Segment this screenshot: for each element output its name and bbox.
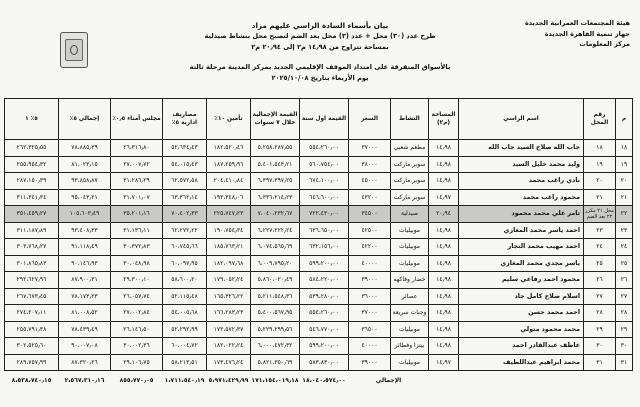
cell-ins: ١٧٣،٤٧٦٫٢٤ bbox=[207, 354, 251, 371]
cell-shop: ٢٨ bbox=[584, 305, 616, 322]
cell-ins: ١٨٥،٧٦٣٫٢١ bbox=[207, 239, 251, 256]
cell-activity: سوبر ماركت bbox=[391, 173, 429, 190]
cell-total: ٦،٠٠٩،٧٩٥٫٢٠ bbox=[251, 255, 300, 272]
cell-name: تامر علي محمد محمود bbox=[459, 206, 584, 223]
cell-name: نادي راغب محمد bbox=[459, 173, 584, 190]
table-row bbox=[5, 156, 633, 173]
cell-total: ٥،٢١١،٥٤٨٫٣٦ bbox=[251, 288, 300, 305]
org-line-2: جهاز تنمية القاهرة الجديدة bbox=[544, 29, 630, 38]
cell-shop: ٢٧ bbox=[584, 288, 616, 305]
cell-name: محمود احمد رفاعي سليم bbox=[459, 272, 584, 289]
totals-seven-years: ١٧١،١٥٤،٠١٩٫١٨ bbox=[251, 376, 299, 384]
cell-name: ياسر مجدي محمد المغازي bbox=[459, 255, 584, 272]
cell-n: ٢٨ bbox=[616, 305, 633, 322]
cell-n: ٢٣ bbox=[616, 222, 633, 239]
cell-name: عاطف عبدالقادر احمد bbox=[459, 338, 584, 355]
cell-first: ٥٤٦،٧٧٠٫٠٠ bbox=[300, 321, 349, 338]
cell-shop: ٢٣ bbox=[584, 222, 616, 239]
cell-pct: ٣٠٢،٥٢٥٫٦٠ bbox=[5, 338, 59, 355]
cell-activity: خضار وفاكهه bbox=[391, 272, 429, 289]
cell-board: ٣٠،٠٤٨٫٩٨ bbox=[111, 255, 163, 272]
cell-first: ٥٩٩،٢٠٠٫٠٠ bbox=[300, 255, 349, 272]
cell-adm: ٧٠،٤٠٢٫٣٣ bbox=[163, 206, 207, 223]
cell-area: ١٤٫٩٨ bbox=[429, 321, 459, 338]
cell-n: ٢٩ bbox=[616, 321, 633, 338]
cell-activity: بيتزا وفطائر bbox=[391, 338, 429, 355]
table-row bbox=[5, 239, 633, 256]
cell-name: جاب الله صلاح السيد جاب الله bbox=[459, 140, 584, 157]
totals-row bbox=[5, 371, 633, 390]
col-header: م bbox=[616, 99, 633, 140]
cell-first: ٥٥٤،٢٦٠٫٠٠ bbox=[300, 305, 349, 322]
cell-activity: موبيليات bbox=[391, 239, 429, 256]
cell-activity: سوبر ماركت bbox=[391, 189, 429, 206]
cell-area: ١٤٫٩٨ bbox=[429, 156, 459, 173]
table-row bbox=[5, 173, 633, 190]
results-table bbox=[4, 98, 633, 389]
cell-board: ٣١،٢٨٦٫٢٩ bbox=[111, 173, 163, 190]
cell-name: وليد محمد خليل السيد bbox=[459, 156, 584, 173]
cell-name: محمود راغب محمد bbox=[459, 189, 584, 206]
cell-tot: ٩١،١١٨٫٤٩ bbox=[59, 239, 111, 256]
cell-n: ٢٦ bbox=[616, 272, 633, 289]
cell-total: ٥،٤٠٠،٥٦٧٫٩٥ bbox=[251, 305, 300, 322]
cell-activity: موبيليات bbox=[391, 321, 429, 338]
cell-adm: ٥٤،٠٠٥٫٦٨ bbox=[163, 305, 207, 322]
table-row bbox=[5, 272, 633, 289]
totals-admin-fees: ١،٧١١،٥٤٠٫١٩ bbox=[164, 376, 205, 384]
cell-total: ٦،٣٣٦،٢١٤٫٢٣ bbox=[251, 189, 300, 206]
cell-pct: ٢٥٥،٧٩١٫٣٨ bbox=[5, 321, 59, 338]
cell-activity: عصائر bbox=[391, 288, 429, 305]
cell-name: اسلام صلاح كامل جاد bbox=[459, 288, 584, 305]
cell-total: ٥،٢٢٩،٢٩٩٫٥٦ bbox=[251, 321, 300, 338]
cell-board: ٢٦،٣١٦٫٨٠ bbox=[111, 140, 163, 157]
cell-tot: ٨٧،٣٢٠٫٢٦ bbox=[59, 354, 111, 371]
cell-board: ٣٠،٣٧٢٫٨٣ bbox=[111, 239, 163, 256]
cell-shop: ٢٠ bbox=[584, 173, 616, 190]
cell-shop: ١٨ bbox=[584, 140, 616, 157]
cell-ins: ١٧٩،٠٥٢٫٢٤ bbox=[207, 272, 251, 289]
cell-total: ٦،٣٩٧،٣٩٧٫٢٥ bbox=[251, 173, 300, 190]
seal-icon bbox=[60, 32, 88, 68]
cell-shop: ٣٠ bbox=[584, 338, 616, 355]
cell-pct: ٢٩٢،٦٢٧٫٩٦ bbox=[5, 272, 59, 289]
cell-adm: ٦٣،٣٦٢٫١٤ bbox=[163, 189, 207, 206]
col-header: المساحة (م٢) bbox=[429, 99, 459, 140]
cell-area: ١٤٫٩٧ bbox=[429, 189, 459, 206]
cell-pct: ٢٥٥،٩٥٤٫٣٢ bbox=[5, 156, 59, 173]
cell-board: ٣١،١٣٦٫١١ bbox=[111, 222, 163, 239]
cell-name: محمد ابراهيم عبداللطيف bbox=[459, 354, 584, 371]
cell-shop: ٢١ bbox=[584, 189, 616, 206]
cell-price: ٣٩٠٠٠ bbox=[349, 272, 391, 289]
cell-adm: ٥٤،٠١٥٫٤٣ bbox=[163, 156, 207, 173]
cell-first: ٥٨٤،٢٢٠٫٠٠ bbox=[300, 272, 349, 289]
cell-ins: ١٩٠،٧٥٤٫٣٤ bbox=[207, 222, 251, 239]
cell-shop: ٢٩ bbox=[584, 321, 616, 338]
cell-total: ٧،٠٤٠،٢٣٢٫٦٧ bbox=[251, 206, 300, 223]
cell-shop: محل ٢١ مکرر ٢٢ بعد الضم bbox=[584, 206, 616, 223]
col-header: إجمالي ٥٪ bbox=[59, 99, 111, 140]
cell-adm: ٥٢،١١٥٫٤٨ bbox=[163, 288, 207, 305]
cell-tot: ٩٣،٨٥٨٫٨٧ bbox=[59, 173, 111, 190]
cell-activity: وجبات سريعة bbox=[391, 305, 429, 322]
cell-name: احمد مهيب محمد النجار bbox=[459, 239, 584, 256]
cell-activity: موبيليات bbox=[391, 222, 429, 239]
cell-ins: ١٨٢،٠٢٢٫٢٤ bbox=[207, 338, 251, 355]
cell-board: ٢٦،١٤٦٫٥٠ bbox=[111, 321, 163, 338]
cell-ins: ١٩٣،٣٤٨٫٠٦ bbox=[207, 189, 251, 206]
cell-n: ١٨ bbox=[616, 140, 633, 157]
cell-board: ٢٦،٠٥٧٫٧٤ bbox=[111, 288, 163, 305]
cell-board: ٣٠،٠٠٢٫٣٦ bbox=[111, 338, 163, 355]
cell-area: ١٤٫٩٨ bbox=[429, 222, 459, 239]
cell-adm: ٦٠،٠٠٤٫٧٢ bbox=[163, 338, 207, 355]
cell-activity: موبيليات bbox=[391, 354, 429, 371]
col-header: السعر bbox=[349, 99, 391, 140]
cell-price: ٣٦٠٠٠ bbox=[349, 288, 391, 305]
title-line-5: يوم الأربعاء بتاريخ ٢٠٢٥/١٠/٠٨ bbox=[271, 74, 369, 82]
cell-pct: ٢٨٩،٧٥٧٫٩٩ bbox=[5, 354, 59, 371]
totals-board: ٨٥٥،٧٧٠٫٠٥ bbox=[119, 376, 154, 384]
cell-price: ٣٩٠٠٠ bbox=[349, 354, 391, 371]
col-header: النشاط bbox=[391, 99, 429, 140]
cell-tot: ٩٣،٤٠٨٫٣٣ bbox=[59, 222, 111, 239]
totals-one-pct: ٨،٥٣٨،٧٤٠٫١٥ bbox=[11, 376, 52, 384]
cell-price: ٤٥٠٠٠ bbox=[349, 173, 391, 190]
org-line-3: مركز المعلومات bbox=[579, 40, 630, 48]
cell-area: ١٤٫٩٨ bbox=[429, 338, 459, 355]
cell-activity: موبيليات bbox=[391, 255, 429, 272]
cell-board: ٢٩،٣٠٠٫١٠ bbox=[111, 272, 163, 289]
col-header: القيمة اول سنة bbox=[300, 99, 349, 140]
cell-price: ٤٠٠٠٠ bbox=[349, 255, 391, 272]
cell-adm: ٦٢،٥٧٢٫٥٨ bbox=[163, 173, 207, 190]
title-line-1: بيان بأسماء السادة الراسي عليهم مزاد bbox=[251, 21, 389, 30]
cell-first: ٥٩٩،٢٠٠٫٠٠ bbox=[300, 338, 349, 355]
table-row bbox=[5, 222, 633, 239]
cell-n: ١٩ bbox=[616, 156, 633, 173]
cell-shop: ٣١ bbox=[584, 354, 616, 371]
cell-total: ٥،٢٥٨،٢٨٧٫٥٥ bbox=[251, 140, 300, 157]
totals-five-pct: ٢،٥٦٧،٣١٠٫١٦ bbox=[64, 376, 105, 384]
col-header: اسم الراسي bbox=[459, 99, 584, 140]
cell-n: ٢٧ bbox=[616, 288, 633, 305]
cell-shop: ٢٦ bbox=[584, 272, 616, 289]
table-header-row bbox=[5, 99, 633, 140]
cell-total: ٦،٠٠٠،٤٧٢٫٣٢ bbox=[251, 338, 300, 355]
cell-n: ٢٤ bbox=[616, 239, 633, 256]
cell-adm: ٦٢،٢٧٢٫٢٢ bbox=[163, 222, 207, 239]
cell-price: ٤٢٢٠٠ bbox=[349, 239, 391, 256]
cell-total: ٦،٠٧٤،٥٦٥٫٦٩ bbox=[251, 239, 300, 256]
cell-activity: مطعم شعبي bbox=[391, 140, 429, 157]
cell-total: ٦،٢٢٧،٢٢٢٫٢٤ bbox=[251, 222, 300, 239]
cell-price: ٣٤٥٠٠ bbox=[349, 206, 391, 223]
cell-area: ١٤٫٩٨ bbox=[429, 305, 459, 322]
cell-ins: ٢٢٥،٧٤٧٫٢٣ bbox=[207, 206, 251, 223]
col-header: ٥٪ ١ bbox=[5, 99, 59, 140]
table-row bbox=[5, 189, 633, 206]
cell-pct: ٣١١،٣٤١٫٣٤ bbox=[5, 189, 59, 206]
cell-pct: ٢٦٧،٦٧٣٫٤٥ bbox=[5, 288, 59, 305]
cell-n: ٢٢ bbox=[616, 206, 633, 223]
cell-pct: ٣٥١،٤٥٩٫٢٧ bbox=[5, 206, 59, 223]
cell-pct: ٣٠٣،٧٦٨٫٢٧ bbox=[5, 239, 59, 256]
cell-n: ٣٠ bbox=[616, 338, 633, 355]
cell-pct: ٢٦٢،٣٢٥٫٥٥ bbox=[5, 140, 59, 157]
cell-board: ٢٩،١٠٦٫٧٥ bbox=[111, 354, 163, 371]
table-row bbox=[5, 338, 633, 355]
cell-price: ٣٧٠٠٠ bbox=[349, 305, 391, 322]
cell-board: ٣١،٧٠١٫٠٧ bbox=[111, 189, 163, 206]
cell-first: ٦٣٦،٦٥٠٫٠٠ bbox=[300, 222, 349, 239]
cell-area: ١٤٫٩٧ bbox=[429, 354, 459, 371]
org-header bbox=[512, 18, 630, 50]
cell-first: ٥٨٣،٨٣٠٫٠٠ bbox=[300, 354, 349, 371]
title-line-3: بمساحة تتراوح من ١٤٫٩٨ م٢ إلى ٢٠٫٩٤ م٢ bbox=[251, 43, 389, 51]
cell-area: ١٤٫٩٨ bbox=[429, 288, 459, 305]
col-header: تأمين ١٠٪ bbox=[207, 99, 251, 140]
col-header: مصاريف ادارية ٥٪ bbox=[163, 99, 207, 140]
cell-adm: ٦٠،٧٤٥٫٦٦ bbox=[163, 239, 207, 256]
col-header: رقم المحل bbox=[584, 99, 616, 140]
cell-tot: ٩٥،٠٤٣٫٢١ bbox=[59, 189, 111, 206]
table-row bbox=[5, 354, 633, 371]
totals-first-year: ١٨،٠٤٠،٥٧٤٫٠٠ bbox=[302, 376, 346, 384]
cell-activity: سوبر ماركت bbox=[391, 156, 429, 173]
cell-total: ٥،٤٠١،٥٤٣٫٢١ bbox=[251, 156, 300, 173]
cell-board: ٢٧،٠٠٢٫٨٤ bbox=[111, 305, 163, 322]
cell-tot: ٨١،٠٠٨٫٥٢ bbox=[59, 305, 111, 322]
table-row bbox=[5, 255, 633, 272]
cell-price: ٤٠٠٠٠ bbox=[349, 338, 391, 355]
org-line-1: هيئة المجتمعات العمرانية الجديدة bbox=[524, 19, 630, 27]
col-header: القيمة الإجمالية خلال ٧ سنوات bbox=[251, 99, 300, 140]
cell-first: ٥٦٠،٧٥٤٫٠٠ bbox=[300, 156, 349, 173]
cell-ins: ٢٠٤،٤١٠٫٨٤ bbox=[207, 173, 251, 190]
cell-area: ١٤٫٩٨ bbox=[429, 272, 459, 289]
cell-ins: ١٧٣،٥٧٢٫٣٧ bbox=[207, 321, 251, 338]
cell-first: ٥٥٤،٢٦٠٫٠٠ bbox=[300, 140, 349, 157]
cell-tot: ٨٧،٩٠٠٫٣١ bbox=[59, 272, 111, 289]
cell-tot: ٩٠،١٤٦٫٩٣ bbox=[59, 255, 111, 272]
cell-n: ٢٥ bbox=[616, 255, 633, 272]
cell-area: ١٤٫٩٨ bbox=[429, 140, 459, 157]
cell-shop: ٢٥ bbox=[584, 255, 616, 272]
cell-n: ٢٠ bbox=[616, 173, 633, 190]
cell-price: ٣٨٠٠٠ bbox=[349, 156, 391, 173]
cell-name: احمد محمد حسن bbox=[459, 305, 584, 322]
cell-shop: ٢٤ bbox=[584, 239, 616, 256]
table-row bbox=[5, 140, 633, 157]
table-row bbox=[5, 305, 633, 322]
cell-adm: ٥٢،٦٣٤٫٤٣ bbox=[163, 140, 207, 157]
table-row bbox=[5, 321, 633, 338]
cell-pct: ٢٨٧،١٥٠٫٣٩ bbox=[5, 173, 59, 190]
cell-pct: ٣١١،١٨٧٫٨٩ bbox=[5, 222, 59, 239]
cell-first: ٥٣٩،٢٨٠٫٠٠ bbox=[300, 288, 349, 305]
totals-insurance: ٥،٩٧١،٤٢٩٫٩٩ bbox=[208, 376, 249, 384]
cell-pct: ٢٧٤،٢٠٧٫١١ bbox=[5, 305, 59, 322]
table-row bbox=[5, 206, 633, 223]
document-title bbox=[160, 20, 480, 84]
cell-n: ٢١ bbox=[616, 189, 633, 206]
cell-adm: ٦٠،٠٩٧٫٩٥ bbox=[163, 255, 207, 272]
cell-adm: ٥٨،٦٠٠٫٢٠ bbox=[163, 272, 207, 289]
cell-price: ٤٣٢٠٠ bbox=[349, 189, 391, 206]
cell-pct: ٣٠١،٨٦٥٫٨٣ bbox=[5, 255, 59, 272]
col-header: مجلس أمناء ٠٫٥٪ bbox=[111, 99, 163, 140]
cell-tot: ٧٨،٤٣٩٫٤٩ bbox=[59, 321, 111, 338]
cell-shop: ١٩ bbox=[584, 156, 616, 173]
cell-price: ٤٢٥٠٠ bbox=[349, 222, 391, 239]
cell-price: ٣٦٥٠٠ bbox=[349, 321, 391, 338]
cell-first: ٦٤٦،٦٠٠٫٠٠ bbox=[300, 189, 349, 206]
totals-label: الإجمالي bbox=[375, 376, 402, 384]
cell-adm: ٥٨،٢١٣٫٥١ bbox=[163, 354, 207, 371]
cell-tot: ٧٨،٨٨٥٫٣٩ bbox=[59, 140, 111, 157]
cell-first: ٦٣٢،١٥٦٫٠٠ bbox=[300, 239, 349, 256]
cell-ins: ١٦٥،٣٢٦٫٢٢ bbox=[207, 288, 251, 305]
table-row bbox=[5, 288, 633, 305]
cell-first: ٦٧٤،١٠٠٫٠٠ bbox=[300, 173, 349, 190]
cell-name: احمد ياسر محمد المغازي bbox=[459, 222, 584, 239]
cell-first: ٧٢٢،٤٣٠٫٠٠ bbox=[300, 206, 349, 223]
cell-total: ٥،٨٦٠،٠٢٠٫٤٩ bbox=[251, 272, 300, 289]
cell-ins: ١٨٧،٢٥٩٫٩٦ bbox=[207, 156, 251, 173]
cell-activity: صيدلية bbox=[391, 206, 429, 223]
cell-area: ١٤٫٩٨ bbox=[429, 173, 459, 190]
cell-n: ٣١ bbox=[616, 354, 633, 371]
cell-area: ٢٠٫٩٤ bbox=[429, 206, 459, 223]
cell-area: ١٤٫٩٨ bbox=[429, 255, 459, 272]
cell-adm: ٥٢،٢٩٢٫٩٩ bbox=[163, 321, 207, 338]
title-line-2: طرح عدد (٣٠) محل + عدد (٣) محل بعد الضم لتصبح محل بنشاط صيدلية bbox=[204, 32, 436, 40]
cell-area: ١٤٫٩٨ bbox=[429, 239, 459, 256]
cell-tot: ١٠٥،٦٠٣٫٤٩ bbox=[59, 206, 111, 223]
cell-board: ٢٧،٠٠٧٫٧٢ bbox=[111, 156, 163, 173]
cell-total: ٥،٨٢١،٣٥٠٫٦٩ bbox=[251, 354, 300, 371]
cell-board: ٣٥،٢٠١٫١٦ bbox=[111, 206, 163, 223]
cell-ins: ١٨٢،٥٢٠٫٤٦ bbox=[207, 140, 251, 157]
cell-tot: ٨١،٠٢٣٫١٥ bbox=[59, 156, 111, 173]
cell-tot: ٧٨،١٧٣٫٢٣ bbox=[59, 288, 111, 305]
title-line-4: بالأسواق المتفرقة على امتداد الموقف الإقليمي الجديد بمركز المدينة مرحلة ثالثة bbox=[189, 63, 451, 71]
cell-ins: ١٦٦،٢٨٣٫٢٣ bbox=[207, 305, 251, 322]
cell-ins: ١٨٢،٠٩٧٫٦٨ bbox=[207, 255, 251, 272]
cell-name: محمد محمود متولي bbox=[459, 321, 584, 338]
cell-price: ٣٧٠٠٠ bbox=[349, 140, 391, 157]
cell-tot: ٩٠،٠٠٧٫٠٨ bbox=[59, 338, 111, 355]
